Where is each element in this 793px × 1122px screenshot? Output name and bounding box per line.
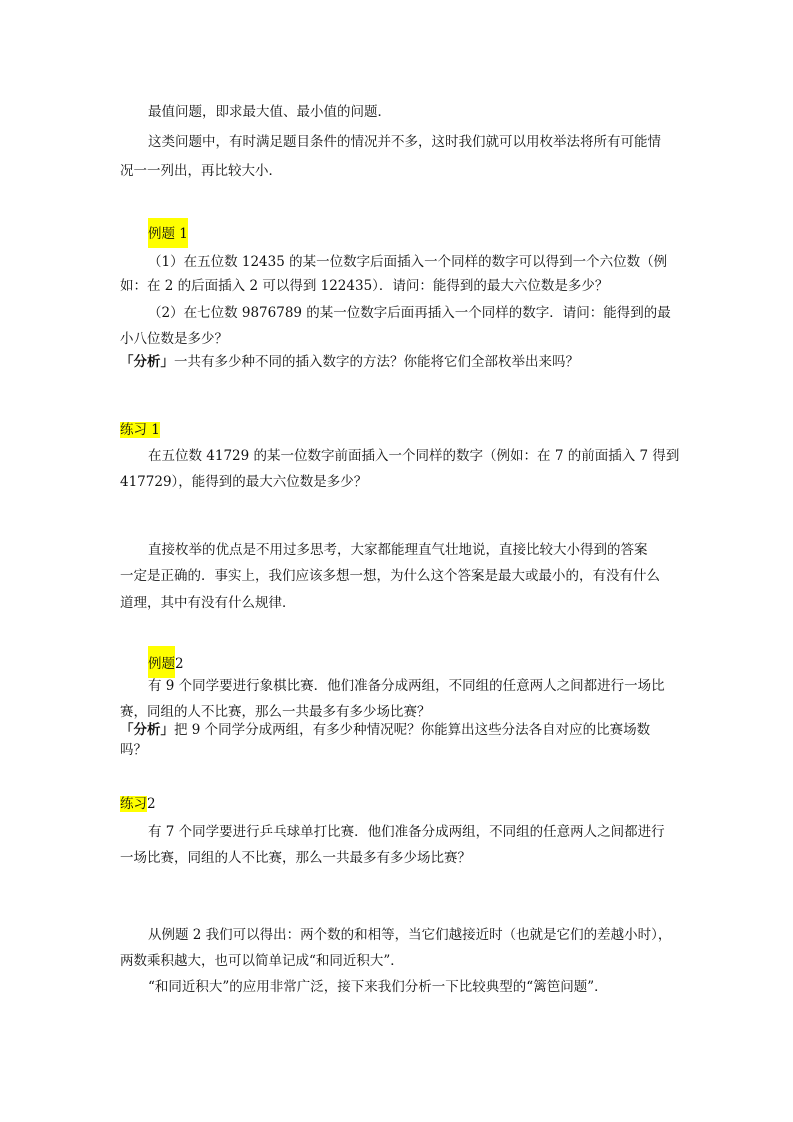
analysis-text: 一共有多少种不同的插入数字的方法？你能将它们全部枚举出来吗？ (174, 354, 579, 370)
example1-part2-line2: 小八位数是多少？ (120, 331, 228, 347)
analysis-tag: 「分析」 (120, 354, 174, 370)
practice2-heading (120, 794, 156, 814)
example2-number: 2 (175, 656, 184, 672)
practice2-line2: 一场比赛，同组的人不比赛，那么一共最多有多少场比赛？ (120, 850, 471, 866)
practice2-line1: 有 7 个同学要进行乒乓球单打比赛．他们准备分成两组，不同组的任意两人之间都进行 (148, 824, 665, 840)
example2-label: 例题 (148, 646, 175, 678)
example2-analysis-cont: 吗？ (120, 742, 147, 758)
example1-part2-line1: （2）在七位数 9876789 的某一位数字后面再插入一个同样的数字．请问：能得到的最 (148, 305, 671, 321)
analysis-tag: 「分析」 (120, 722, 174, 738)
example1-part1-line1: （1）在五位数 12435 的某一位数字后面插入一个同样的数字可以得到一个六位数（例 (148, 254, 668, 270)
middle-line-1: 直接枚举的优点是不用过多思考，大家都能理直气壮地说，直接比较大小得到的答案 (148, 542, 648, 558)
example2-line2: 赛，同组的人不比赛，那么一共最多有多少场比赛？ (120, 704, 431, 720)
conclusion-line-1: 从例题 2 我们可以得出：两个数的和相等，当它们越接近时（也就是它们的差越小时）， (148, 927, 672, 943)
example1-heading (148, 218, 188, 248)
intro-line-1: 最值问题，即求最大值、最小值的问题． (148, 104, 391, 120)
conclusion-line-3: “和同近积大”的应用非常广泛，接下来我们分析一下比较典型的“篱笆问题”． (148, 979, 608, 995)
example1-label: 例题 1 (148, 218, 188, 248)
example2-heading (148, 646, 184, 678)
practice2-number: 2 (147, 796, 156, 812)
practice1-line1: 在五位数 41729 的某一位数字前面插入一个同样的数字（例如：在 7 的前面插入 7 得到 (148, 448, 680, 464)
intro-line-2: 这类问题中，有时满足题目条件的情况并不多，这时我们就可以用枚举法将所有可能情 (148, 134, 661, 150)
practice1-heading (120, 420, 160, 440)
intro-line-3: 况一一列出，再比较大小． (120, 163, 282, 179)
analysis-text: 把 9 个同学分成两组，有多少种情况呢？你能算出这些分法各自对应的比赛场数 (174, 722, 651, 738)
middle-line-2: 一定是正确的．事实上，我们应该多想一想，为什么这个答案是最大或最小的，有没有什么 (120, 568, 660, 584)
conclusion-line-2: 两数乘积越大，也可以简单记成“和同近积大”． (120, 953, 404, 969)
practice2-label: 练习 (120, 796, 147, 812)
practice1-label: 练习 1 (120, 422, 160, 438)
practice1-line2: 417729），能得到的最大六位数是多少？ (120, 474, 368, 490)
example1-part1-line2: 如：在 2 的后面插入 2 可以得到 122435）．请问：能得到的最大六位数是多少？ (120, 278, 609, 294)
middle-line-3: 道理，其中有没有什么规律． (120, 595, 296, 611)
example2-line1: 有 9 个同学要进行象棋比赛．他们准备分成两组，不同组的任意两人之间都进行一场比 (148, 678, 665, 694)
example2-analysis (120, 720, 650, 740)
example1-analysis (120, 352, 579, 372)
